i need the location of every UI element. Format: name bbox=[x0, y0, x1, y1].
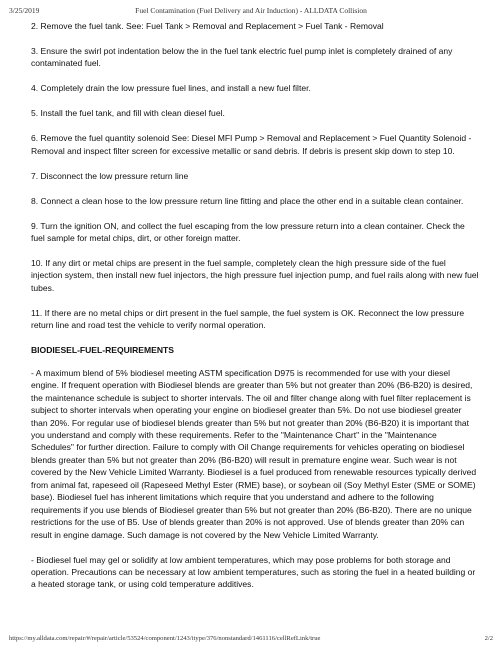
step-3: 3. Ensure the swirl pot indentation below the in the fuel tank electric fuel pump inlet is completely drained of any contaminated fuel. bbox=[31, 45, 453, 69]
step-2: 2. Remove the fuel tank. See: Fuel Tank > Removal and Replacement > Fuel Tank - Removal bbox=[31, 21, 384, 31]
biodiesel-paragraph: - A maximum blend of 5% biodiesel meeting ASTM specification D975 is recommended for use with your diesel engine. If frequent operation with Biodiesel blends are greater than 5% but not greater than 20% (B6-B20) is desired, the maintenance schedule is subject to shorter intervals. The oil and filter change along with fuel filter replacement is subject to shorter intervals when operating your engine on biodiesel greater than 5%. Do not use biodiesel greater than 20%. For regular use of biodiesel blends greater than 5% but not greater than 20% (B6-B20) it is important that you understand and comply with these requirements. Refer to the "Maintenance Chart" in the "Maintenance Schedules" for further direction. Failure to comply with Oil Change requirements for vehicles operating on biodiesel blends greater than 5% but not greater than 20% (B6-B20) will result in premature engine wear. Such wear is not covered by the New Vehicle Limited Warranty. Biodiesel is a fuel produced from renewable resources typically derived from animal fat, rapeseed oil (Rapeseed Methyl Ester (RME) base), or soybean oil (Soy Methyl Ester (SME or SOME) base). Biodiesel fuel has inherent limitations which require that you understand and adhere to the following requirements if you use blends of Biodiesel greater than 5% but not greater than 20% (B6-B20). There are no unique restrictions for the use of B5. Use of blends greater than 20% is not approved. Use of blends greater than 20% can result in engine damage. Such damage is not covered by the New Vehicle Limited Warranty. bbox=[31, 367, 477, 540]
step-6: 6. Remove the fuel quantity solenoid See: Diesel MFI Pump > Removal and Replacement > Fuel Quantity Solenoid - Removal and inspect filter screen for excessive metallic or sand debris. If debris is present skip down to step 10. bbox=[31, 133, 472, 156]
print-date: 3/25/2019 bbox=[9, 6, 40, 15]
step-4: 4. Completely drain the low pressure fuel lines, and install a new fuel filter. bbox=[31, 83, 311, 94]
step-8: 8. Connect a clean hose to the low pressure return line fitting and place the other end in a suitable clean container. bbox=[31, 195, 464, 206]
page-title: Fuel Contamination (Fuel Delivery and Air Induction) - ALLDATA Collision bbox=[135, 6, 367, 15]
step-9: 9. Turn the ignition ON, and collect the fuel escaping from the low pressure return into a clean container. Check the fuel sample for metal chips, dirt, or other foreign matter. bbox=[31, 220, 465, 244]
page-number: 2/2 bbox=[484, 635, 493, 642]
step-5: 5. Install the fuel tank, and fill with clean diesel fuel. bbox=[31, 108, 225, 119]
footer-url: https://my.alldata.com/repair/#/repair/article/53524/component/1243/itype/376/nonstandard/1461116/cellRefLink/true bbox=[9, 635, 321, 642]
biodiesel-paragraph: - Biodiesel fuel may gel or solidify at low ambient temperatures, which may pose problems for both storage and operation. Precautions can be necessary at low ambient temperatures, such as storing the fuel in a heated building or a heated storage tank, or using cold temperature additives. bbox=[31, 554, 476, 590]
article-body bbox=[31, 20, 479, 603]
step-11: 11. If there are no metal chips or dirt present in the fuel sample, the fuel system is OK. Reconnect the low pressure return line and road test the vehicle to verify normal operation. bbox=[31, 307, 465, 331]
step-7: 7. Disconnect the low pressure return line bbox=[31, 170, 189, 181]
section-heading: BIODIESEL-FUEL-REQUIREMENTS bbox=[31, 345, 174, 356]
step-10: 10. If any dirt or metal chips are present in the fuel sample, completely clean the high pressure side of the fuel injection system, then install new fuel injectors, the high pressure fuel injection pump, and fuel rails along with new fuel tubes. bbox=[31, 257, 479, 293]
